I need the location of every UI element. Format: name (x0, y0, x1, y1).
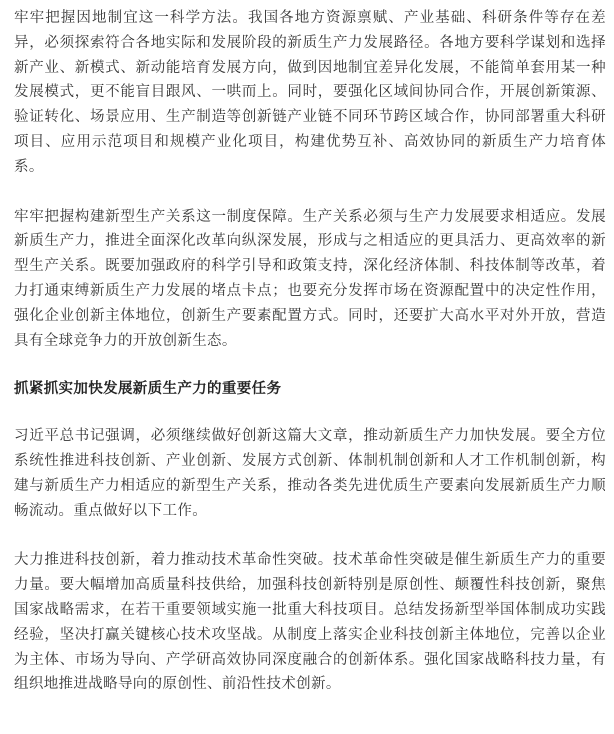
paragraph-adapt-local-conditions: 牢牢把握因地制宜这一科学方法。我国各地方资源禀赋、产业基础、科研条件等存在差异，必须探索符合各地实际和发展阶段的新质生产力发展路径。各地方要科学谋划和选择新产业、新模式、新动能培育发展方向，做到因地制宜差异化发展，不能简单套用某一种发展模式，更不能盲目跟风、一哄而上。同时，要强化区域间协同合作，开展创新策源、验证转化、场景应用、生产制造等创新链产业链不同环节跨区域合作，协同部署重大科研项目、应用示范项目和规模产业化项目，构建优势互补、高效协同的新质生产力培育体系。 (14, 10, 606, 175)
article-body (14, 6, 606, 697)
section-heading: 抓紧抓实加快发展新质生产力的重要任务 (14, 381, 282, 398)
paragraph-tech-innovation: 大力推进科技创新，着力推动技术革命性突破。技术革命性突破是催生新质生产力的重要力量。要大幅增加高质量科技供给，加强科技创新特别是原创性、颠覆性科技创新，聚焦国家战略需求，在若干重要领域实施一批重大科技项目。总结发扬新型举国体制成功实践经验，坚决打赢关键核心技术攻坚战。从制度上落实企业科技创新主体地位，完善以企业为主体、市场为导向、产学研高效协同深度融合的创新体系。强化国家战略科技力量，有组织地推进战略导向的原创性、前沿性技术创新。 (14, 552, 606, 693)
paragraph-key-tasks-intro: 习近平总书记强调，必须继续做好创新这篇大文章，推动新质生产力加快发展。要全方位系统性推进科技创新、产业创新、发展方式创新、体制机制创新和人才工作机制创新，构建与新质生产力相适应的新型生产关系，推动各类先进优质生产要素向发展新质生产力顺畅流动。重点做好以下工作。 (14, 428, 606, 519)
paragraph-production-relations: 牢牢把握构建新型生产关系这一制度保障。生产关系必须与生产力发展要求相适应。发展新质生产力，推进全面深化改革向纵深发展，形成与之相适应的更具活力、更高效率的新型生产关系。既要加强政府的科学引导和政策支持，深化经济体制、科技体制等改革，着力打通束缚新质生产力发展的堵点卡点；也要充分发挥市场在资源配置中的决定性作用，强化企业创新主体地位，创新生产要素配置方式。同时，还要扩大高水平对外开放，营造具有全球竞争力的开放创新生态。 (14, 208, 606, 349)
